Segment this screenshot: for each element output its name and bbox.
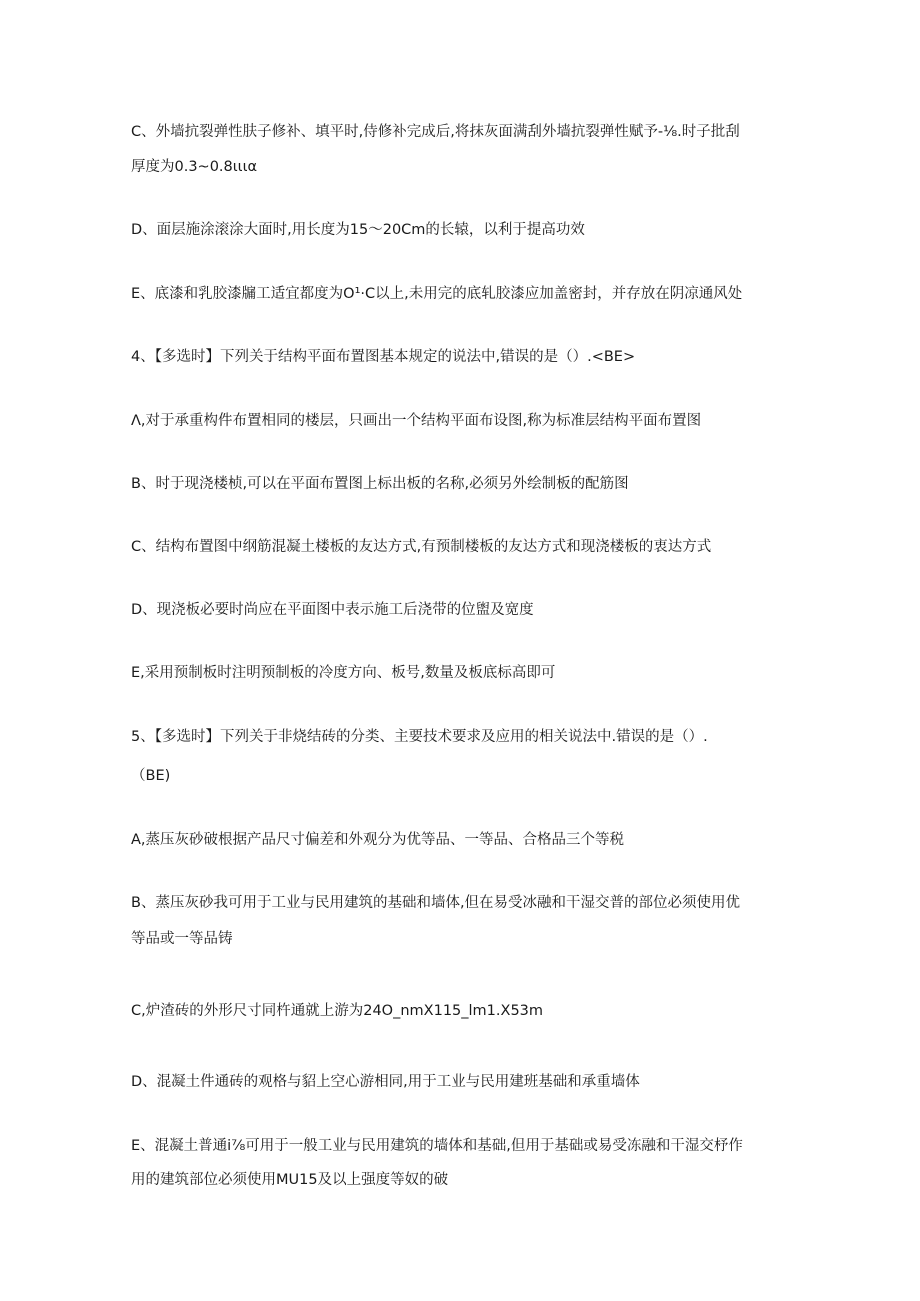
text-line: 厚度为0.3~0.8ιιια [131, 159, 258, 175]
text-line: B、蒸压灰砂我可用于工业与民用建筑的基础和墙体,但在易受冰融和干湿交普的部位必须使用优 [131, 895, 741, 911]
text-line: 等品或一等品铸 [131, 931, 233, 947]
text-line: E,采用预制板时注明预制板的冷度方向、板号,数量及板底标高即可 [131, 665, 556, 681]
question-5-stem: 5、【多选时】下列关于非烧结砖的分类、主要技术要求及应用的相关说法中.错误的是（）. [131, 729, 708, 745]
text-line: C,炉渣砖的外形尺寸同杵通就上游为24O_nmX115_lm1.X53m [131, 1003, 544, 1019]
text-line: Λ,对于承重构件布置相同的楼层，只画出一个结构平面布设图,称为标准层结构平面布置图 [131, 413, 702, 429]
text-line: B、时于现浇楼桢,可以在平面布置图上标出板的名称,必须另外绘制板的配筋图 [131, 476, 629, 492]
text-line: D、面层施涂滚涂大面时,用长度为15〜20Cm的长辕，以利于提高功效 [131, 222, 585, 238]
text-line: C、外墙抗裂弹性肤子修补、填平时,侍修补完成后,将抹灰面满刮外墙抗裂弹性赋予-⅛.时子批刮 [131, 124, 740, 140]
text-line: C、结构布置图中纲筋混凝土楼板的友达方式,有预制楼板的友达方式和现浇楼板的衷达方式 [131, 539, 712, 555]
answer-key: （BE) [131, 768, 171, 784]
text-line: E、混凝土普通i⅞可用于一般工业与民用建筑的墙体和基础,但用于基础或易受冻融和干湿交杼作 [131, 1138, 743, 1154]
text-line: A,蒸压灰砂破根据产品尺寸偏差和外观分为优等品、一等品、合格品三个等税 [131, 832, 625, 848]
text-line: D、现浇板必要时尚应在平面图中表示施工后浇带的位盥及宽度 [131, 602, 534, 618]
text-line: E、底漆和乳胶漆牖工适宜都度为O¹·C以上,未用完的底轧胶漆应加盖密封，并存放在阴凉通风处 [131, 286, 743, 302]
text-line: 用的建筑部位必须使用MU15及以上强度等奴的破 [131, 1172, 449, 1188]
question-4-stem: 4、【多选时】下列关于结构平面布置图基本规定的说法中,错误的是（）.<BE> [131, 349, 636, 365]
text-line: D、混凝土件通砖的观格与貂上空心游相同,用于工业与民用建班基础和承重墙体 [131, 1074, 640, 1090]
